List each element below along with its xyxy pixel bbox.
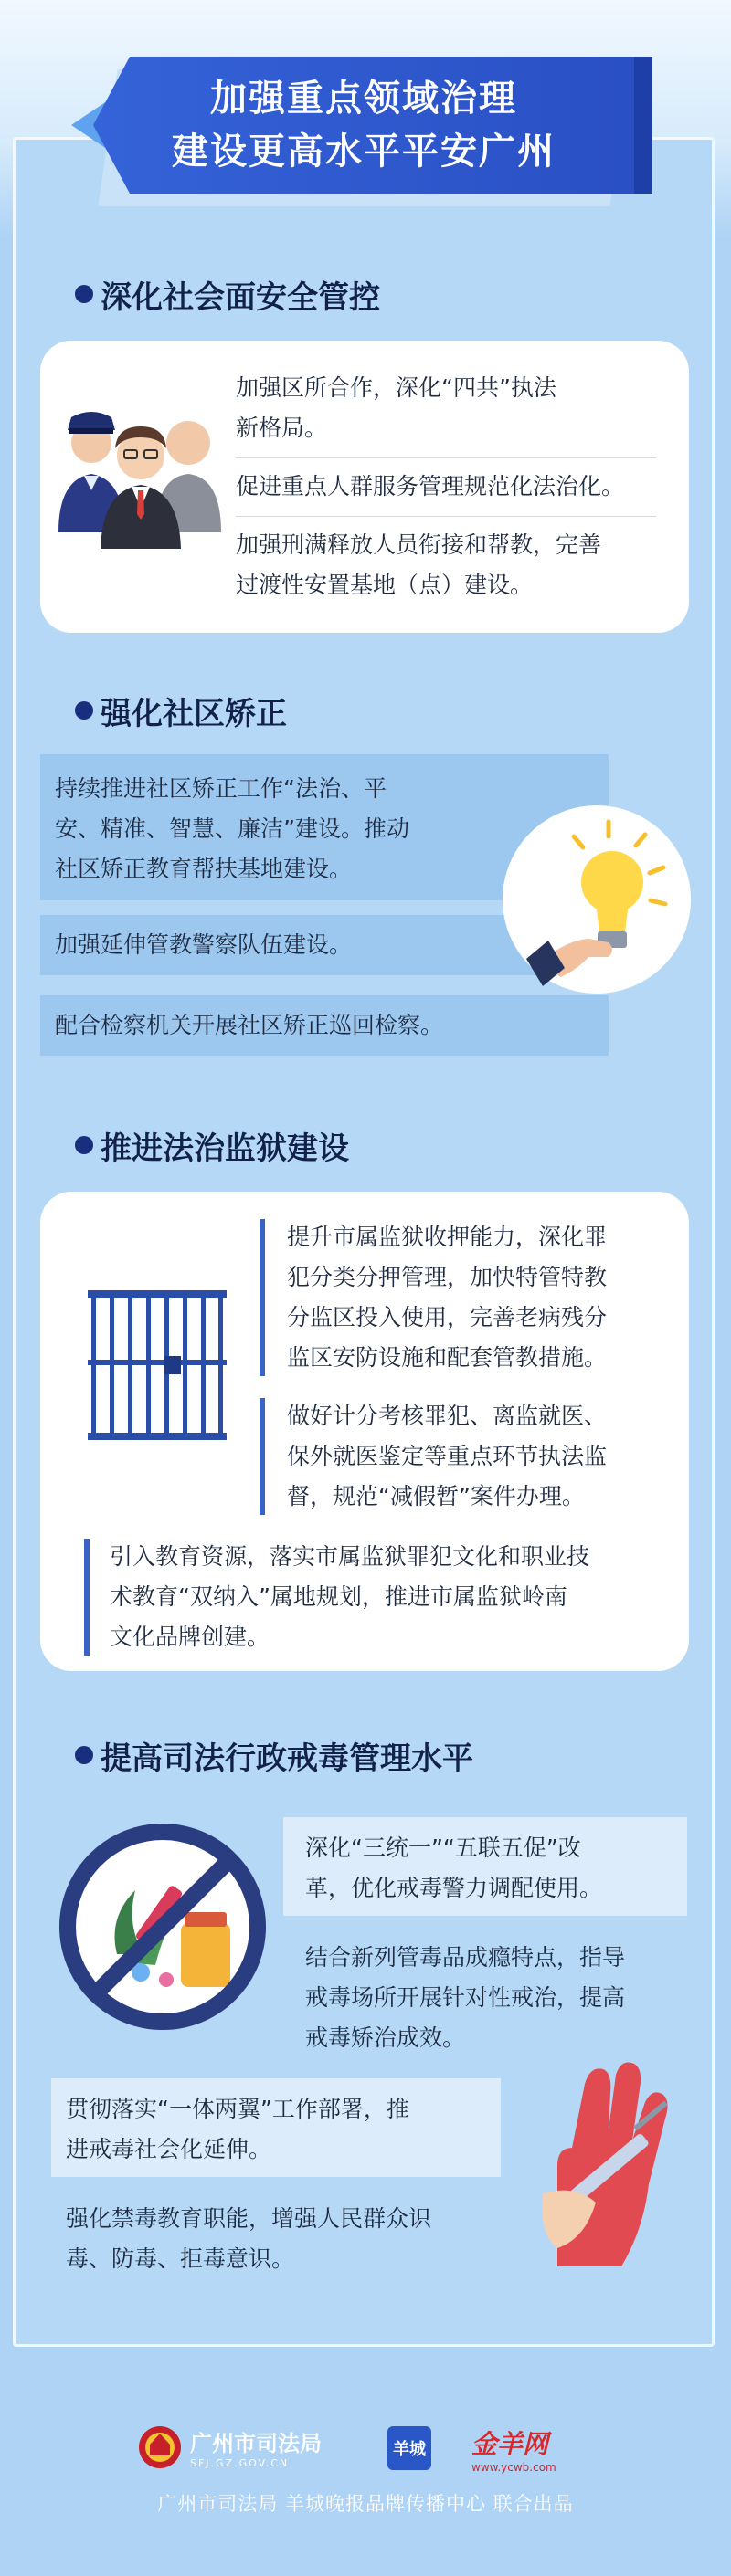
syringe-hand-icon [521,2056,685,2276]
item-text: 提升市属监狱收押能力，深化罪 [287,1224,608,1250]
jinyang-domain: www.ycwb.com [471,2461,556,2474]
bullet-dot [75,285,93,303]
bureau-name: 广州市司法局 [190,2431,322,2456]
item-text: 贯彻落实“一体两翼”工作部署，推 [66,2096,409,2122]
section-heading-text: 深化社会面安全管控 [101,279,380,316]
item-text: 加强区所合作，深化“四共”执法 [236,374,556,401]
item-text: 安、精准、智慧、廉洁”建设。推动 [55,815,409,842]
section-heading-text: 推进法治监狱建设 [101,1130,349,1167]
item-text: 促进重点人群服务管理规范化法治化。 [236,473,625,499]
item-text: 犯分类分押管理，加快特管特教 [287,1264,608,1290]
item-text: 深化“三统一”“五联五促”改 [305,1835,581,1861]
accent-bar [260,1398,265,1515]
item-text: 做好计分考核罪犯、离监就医、 [287,1403,608,1429]
title-banner [71,57,656,210]
item-text: 监区安防设施和配套管教措施。 [287,1344,608,1371]
item-text: 戒毒矫治成效。 [305,2024,466,2051]
divider [236,457,656,458]
section-heading-text: 提高司法行政戒毒管理水平 [101,1740,473,1777]
section-heading-prison [75,1125,349,1165]
ycwb-logo-text: 羊城 [393,2440,426,2459]
lightbulb-hand-icon [501,804,693,995]
item-text: 文化品牌创建。 [110,1624,270,1650]
section-heading-community-correction [75,690,287,731]
jinyang-logo [471,2424,556,2474]
section-heading-drug-rehab [75,1735,473,1775]
item-text: 毒、防毒、拒毒意识。 [66,2245,295,2272]
item-text: 保外就医鉴定等重点环节执法监 [287,1443,608,1469]
item-text: 戒毒场所开展针对性戒治，提高 [305,1984,626,2011]
accent-bar [260,1219,265,1376]
section-heading-text: 强化社区矫正 [101,695,287,732]
court-emblem-icon [137,2424,183,2470]
banner-edge [634,57,652,194]
bureau-logo [137,2424,322,2470]
ycwb-logo [387,2426,431,2470]
item-text: 分监区投入使用，完善老病残分 [287,1304,608,1330]
page-title-line1: 加强重点领域治理 [210,78,517,120]
footer-credits: 广州市司法局 羊城晚报品牌传播中心 联合出品 [157,2493,574,2515]
footer-logos [0,2424,731,2479]
item-text: 督，规范“减假暂”案件办理。 [287,1483,585,1509]
item-text: 新格局。 [236,415,328,441]
prison-bars-icon [84,1283,230,1447]
item-text: 加强延伸管教警察队伍建设。 [55,931,353,958]
item-text: 结合新列管毒品成瘾特点，指导 [305,1944,626,1971]
item-text: 加强刑满释放人员衔接和帮教，完善 [236,531,602,558]
bureau-domain: SFJ.GZ.GOV.CN [190,2457,290,2469]
item-text: 术教育“双纳入”属地规划，推进市属监狱岭南 [110,1583,567,1610]
section-card-public-safety [40,341,689,633]
bullet-dot [75,1746,93,1764]
section-card-prison [40,1192,689,1671]
item-text: 进戒毒社会化延伸。 [66,2136,272,2162]
divider [236,516,656,517]
section-heading-public-safety [75,274,380,314]
bullet-dot [75,1136,93,1154]
item-text: 过渡性安置基地（点）建设。 [236,572,534,598]
item-text: 社区矫正教育帮扶基地建设。 [55,856,353,882]
accent-bar [84,1539,90,1656]
item-text: 配合检察机关开展社区矫正巡回检察。 [55,1012,444,1038]
item-text: 强化禁毒教育职能，增强人民群众识 [66,2205,432,2232]
page-title-line2: 建设更高水平平安广州 [172,131,556,173]
item-text: 革，优化戒毒警力调配使用。 [305,1875,603,1901]
item-text: 引入教育资源，落实市属监狱罪犯文化和职业技 [110,1543,590,1570]
jinyang-logo-text: 金羊网 [471,2429,549,2459]
police-group-icon [53,395,227,551]
page-title [108,57,620,194]
no-drugs-icon [53,1817,272,2036]
bullet-dot [75,701,93,720]
item-text: 持续推进社区矫正工作“法治、平 [55,775,387,802]
